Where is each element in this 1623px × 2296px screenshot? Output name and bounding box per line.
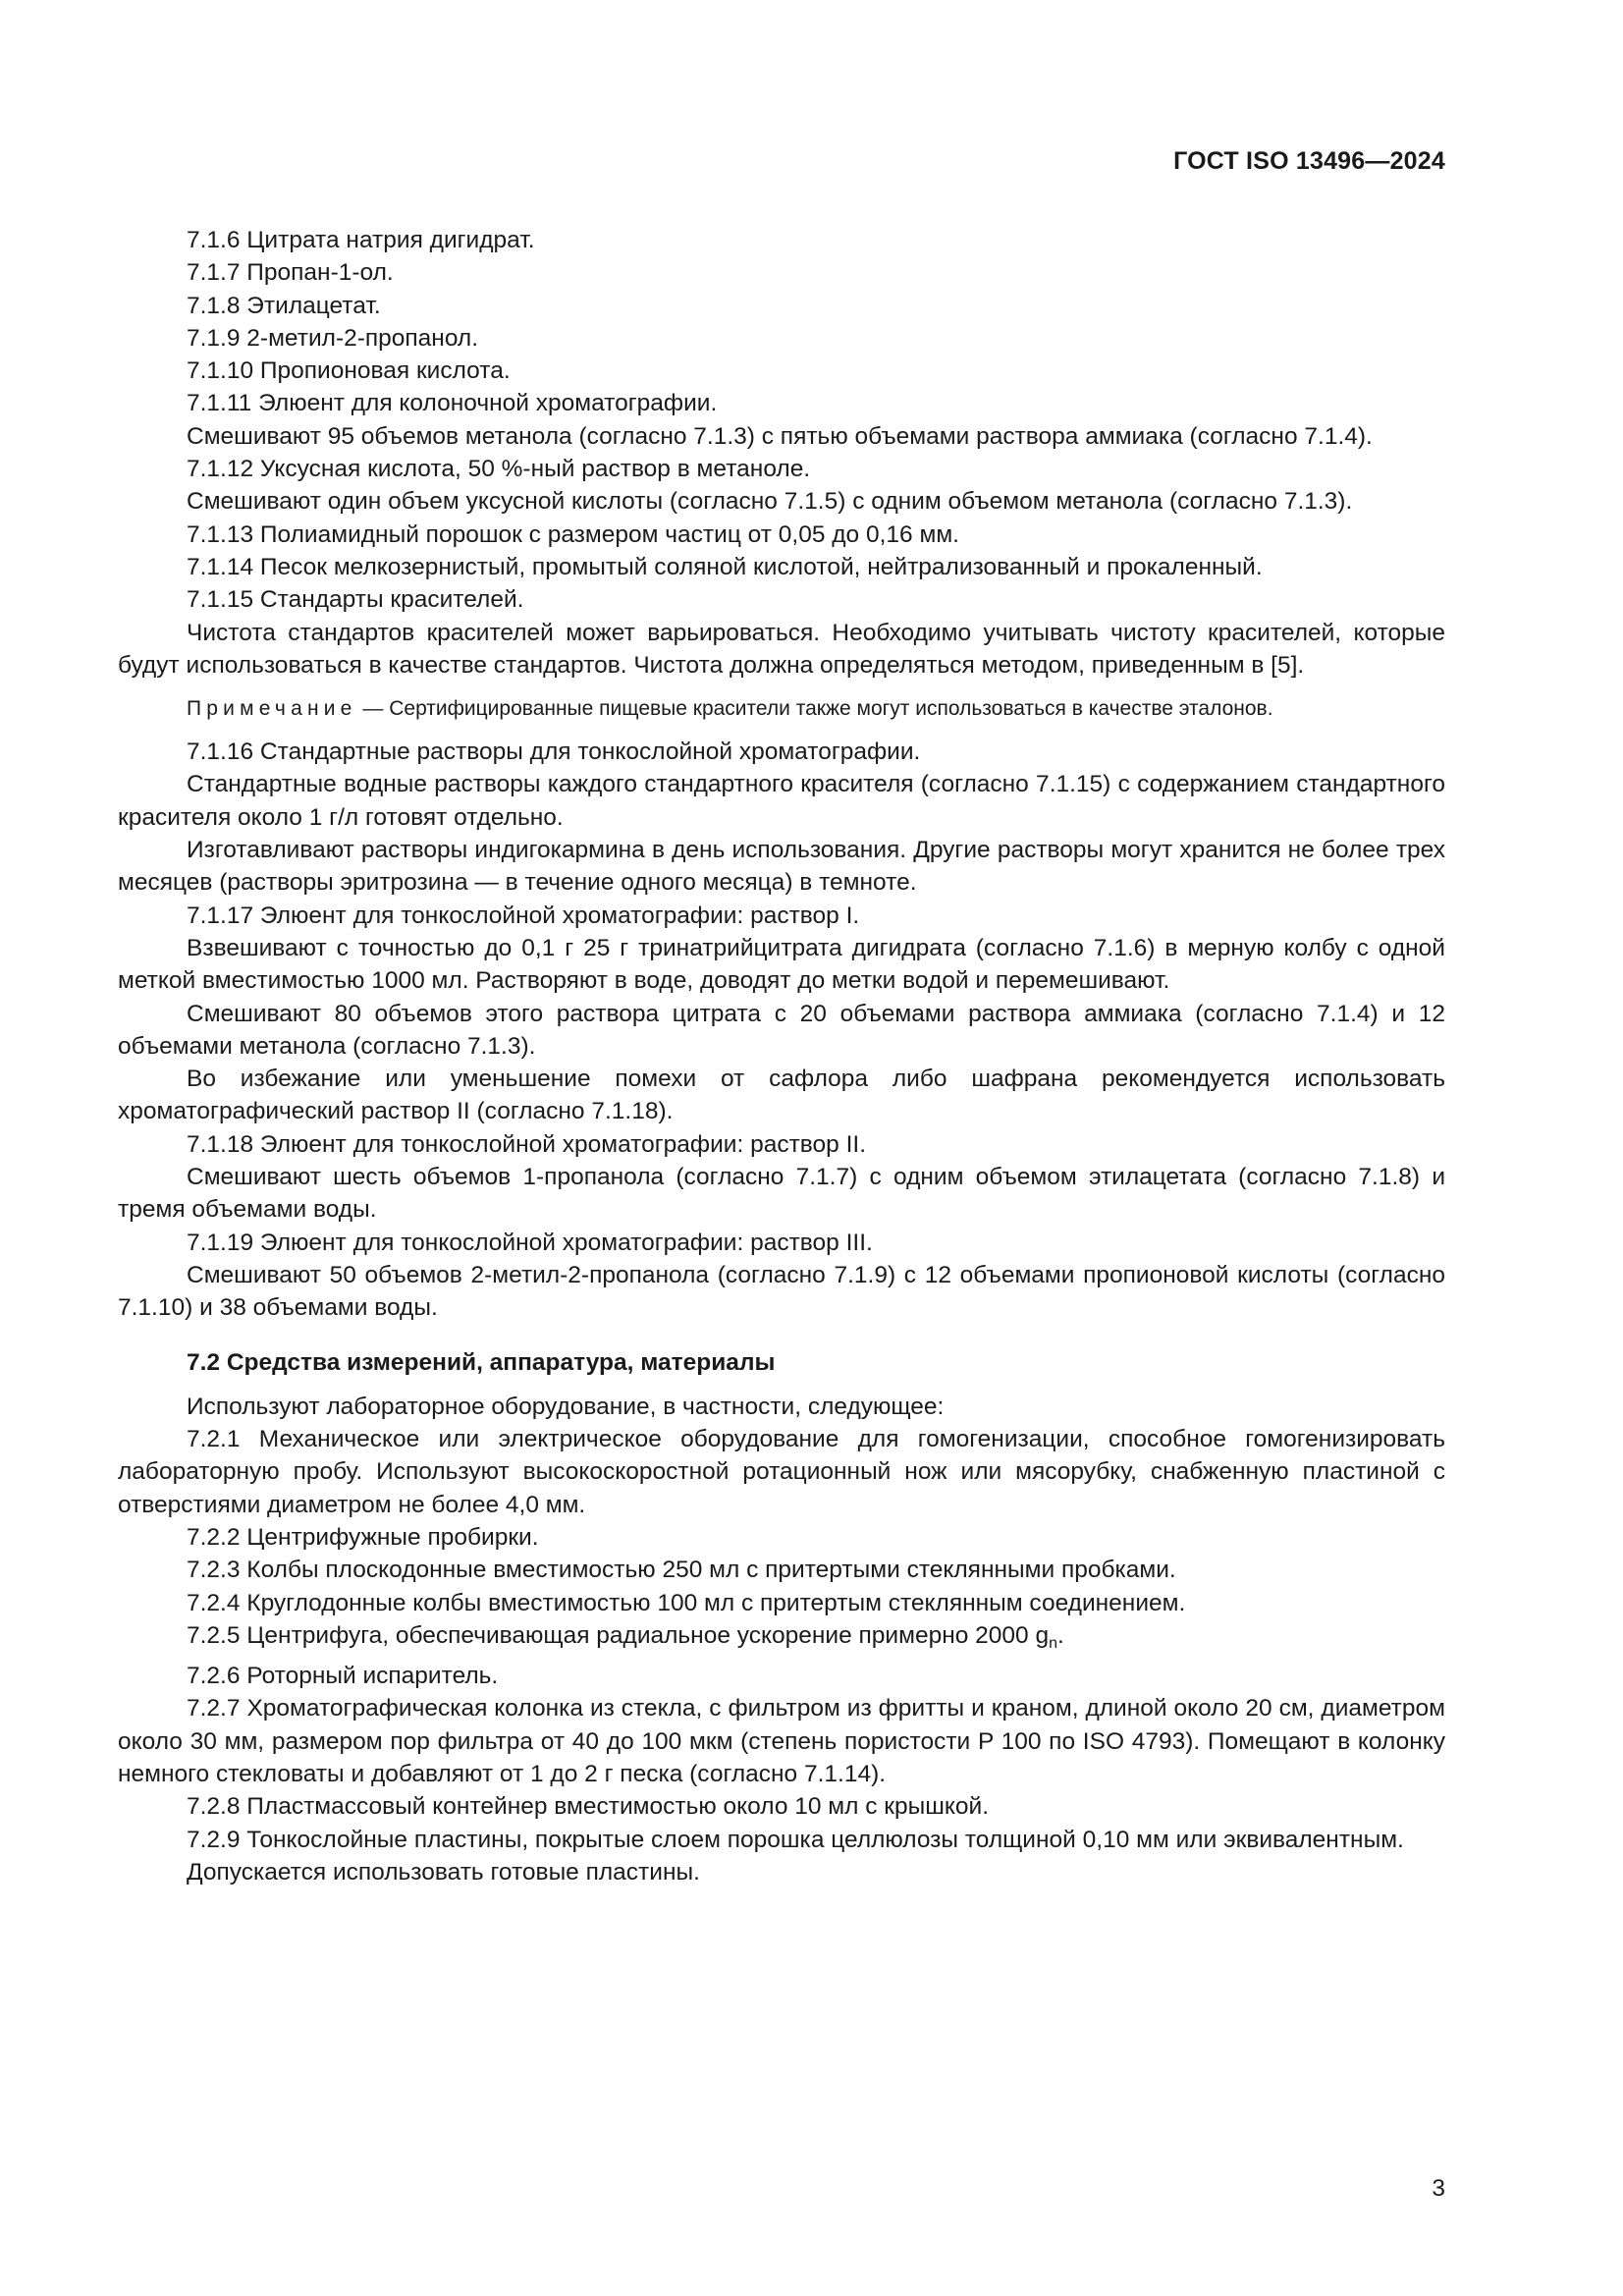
paragraph-7-1-14: 7.1.14 Песок мелкозернистый, промытый соляной кислотой, нейтрализованный и прокаленный.	[187, 553, 1263, 580]
paragraph-7-2-7: 7.2.7 Хроматографическая колонка из стекла, с фильтром из фритты и краном, длиной около 20 см, диаметром около 30 мм, размером пор фильтра от 40 до 100 мкм (степень пористости P 100 по ISO 4793). Помещают в колонку немного стекловаты и добавляют от 1 до 2 г песка (согласно 7.1.14).	[118, 1695, 1445, 1788]
paragraph-7-1-7: 7.1.7 Пропан-1-ол.	[187, 259, 394, 287]
paragraph-7-2-intro: Используют лабораторное оборудование, в частности, следующее:	[187, 1393, 945, 1420]
paragraph-7-1-10: 7.1.10 Пропионовая кислота.	[187, 357, 511, 385]
paragraph-7-1-11-text: Смешивают 95 объемов метанола (согласно 7.1.3) с пятью объемами раствора аммиака (согласно 7.1.4).	[187, 422, 1373, 450]
page-number: 3	[1432, 2175, 1445, 2202]
paragraph-7-1-12-text: Смешивают один объем уксусной кислоты (согласно 7.1.5) с одним объемом метанола (согласно 7.1.3).	[187, 488, 1353, 516]
paragraph-7-1-17-text1: Взвешивают с точностью до 0,1 г 25 г тринатрийцитрата дигидрата (согласно 7.1.6) в мерную колбу с одной меткой вместимостью 1000 мл. Растворяют в воде, доводят до метки водой и перемешивают.	[118, 934, 1445, 995]
note-lead: Примечание	[187, 697, 357, 721]
paragraph-7-1-18: 7.1.18 Элюент для тонкослойной хроматографии: раствор II.	[187, 1130, 867, 1158]
paragraph-7-1-11: 7.1.11 Элюент для колоночной хроматографии.	[187, 390, 718, 417]
paragraph-7-2-9-text: Допускается использовать готовые пластины.	[187, 1858, 700, 1886]
paragraph-7-2-4: 7.2.4 Круглодонные колбы вместимостью 100 мл с притертым стеклянным соединением.	[187, 1589, 1186, 1616]
paragraph-7-1-12: 7.1.12 Уксусная кислота, 50 %-ный раствор в метаноле.	[187, 456, 811, 483]
paragraph-7-1-19-text: Смешивают 50 объемов 2-метил-2-пропанола (согласно 7.1.9) с 12 объемами пропионовой кислоты (согласно 7.1.10) и 38 объемами воды.	[118, 1261, 1445, 1322]
note-text: — Сертифицированные пищевые красители также могут использоваться в качестве эталонов.	[356, 697, 1273, 721]
paragraph-7-2-5	[118, 1619, 1445, 1660]
paragraph-7-1-16-text1: Стандартные водные растворы каждого стандартного красителя (согласно 7.1.15) с содержанием стандартного красителя около 1 г/л готовят отдельно.	[118, 771, 1445, 831]
paragraph-7-1-17-text2: Смешивают 80 объемов этого раствора цитрата с 20 объемами раствора аммиака (согласно 7.1.4) и 12 объемами метанола (согласно 7.1.3).	[118, 1000, 1445, 1060]
paragraph-7-2-5-end: .	[1057, 1621, 1064, 1649]
paragraph-7-1-19: 7.1.19 Элюент для тонкослойной хроматографии: раствор III.	[187, 1229, 873, 1256]
paragraph-7-2-6: 7.2.6 Роторный испаритель.	[187, 1663, 499, 1690]
paragraph-7-1-17: 7.1.17 Элюент для тонкослойной хроматографии: раствор I.	[187, 902, 860, 929]
paragraph-7-1-17-text3: Во избежание или уменьшение помехи от сафлора либо шафрана рекомендуется использовать хроматографический раствор II (согласно 7.1.18).	[118, 1066, 1445, 1125]
paragraph-7-1-15-text: Чистота стандартов красителей может варьироваться. Необходимо учитывать чистоту красителей, которые будут использоваться в качестве стандартов. Чистота должна определяться методом, приведенным в [5].	[118, 619, 1445, 679]
paragraph-7-1-15: 7.1.15 Стандарты красителей.	[187, 586, 524, 614]
document-header-id: ГОСТ ISO 13496—2024	[1173, 147, 1445, 175]
paragraph-7-2-3: 7.2.3 Колбы плоскодонные вместимостью 250 мл с притертыми стеклянными пробками.	[187, 1557, 1176, 1584]
paragraph-7-2-5-main: 7.2.5 Центрифуга, обеспечивающая радиальное ускорение примерно 2000 g	[187, 1621, 1050, 1649]
note-paragraph	[118, 693, 1445, 724]
paragraph-7-1-16-text2: Изготавливают растворы индигокармина в день использования. Другие растворы могут хранится не более трех месяцев (растворы эритрозина — в течение одного месяца) в темноте.	[118, 837, 1445, 897]
paragraph-7-2-1: 7.2.1 Механическое или электрическое оборудование для гомогенизации, способное гомогенизировать лабораторную пробу. Используют высокоскоростной ротационный нож или мясорубку, снабженную пластиной с отверстиями диаметром не более 4,0 мм.	[118, 1426, 1445, 1518]
paragraph-7-1-18-text: Смешивают шесть объемов 1-пропанола (согласно 7.1.7) с одним объемом этилацетата (согласно 7.1.8) и тремя объемами воды.	[118, 1164, 1445, 1224]
document-body	[118, 224, 1445, 1888]
paragraph-7-2-9: 7.2.9 Тонкослойные пластины, покрытые слоем порошка целлюлозы толщиной 0,10 мм или эквивалентным.	[187, 1826, 1404, 1853]
paragraph-7-1-13: 7.1.13 Полиамидный порошок с размером частиц от 0,05 до 0,16 мм.	[187, 520, 959, 548]
section-heading-7-2: 7.2 Средства измерений, аппаратура, материалы	[187, 1348, 776, 1376]
paragraph-7-1-6: 7.1.6 Цитрата натрия дигидрат.	[187, 227, 535, 253]
paragraph-7-2-2: 7.2.2 Центрифужные пробирки.	[187, 1523, 539, 1551]
paragraph-7-1-9: 7.1.9 2-метил-2-пропанол.	[187, 324, 479, 352]
paragraph-7-1-16: 7.1.16 Стандартные растворы для тонкослойной хроматографии.	[187, 738, 921, 766]
paragraph-7-1-8: 7.1.8 Этилацетат.	[187, 292, 381, 319]
subscript-n: n	[1049, 1634, 1057, 1652]
paragraph-7-2-8: 7.2.8 Пластмассовый контейнер вместимостью около 10 мл с крышкой.	[187, 1793, 990, 1821]
